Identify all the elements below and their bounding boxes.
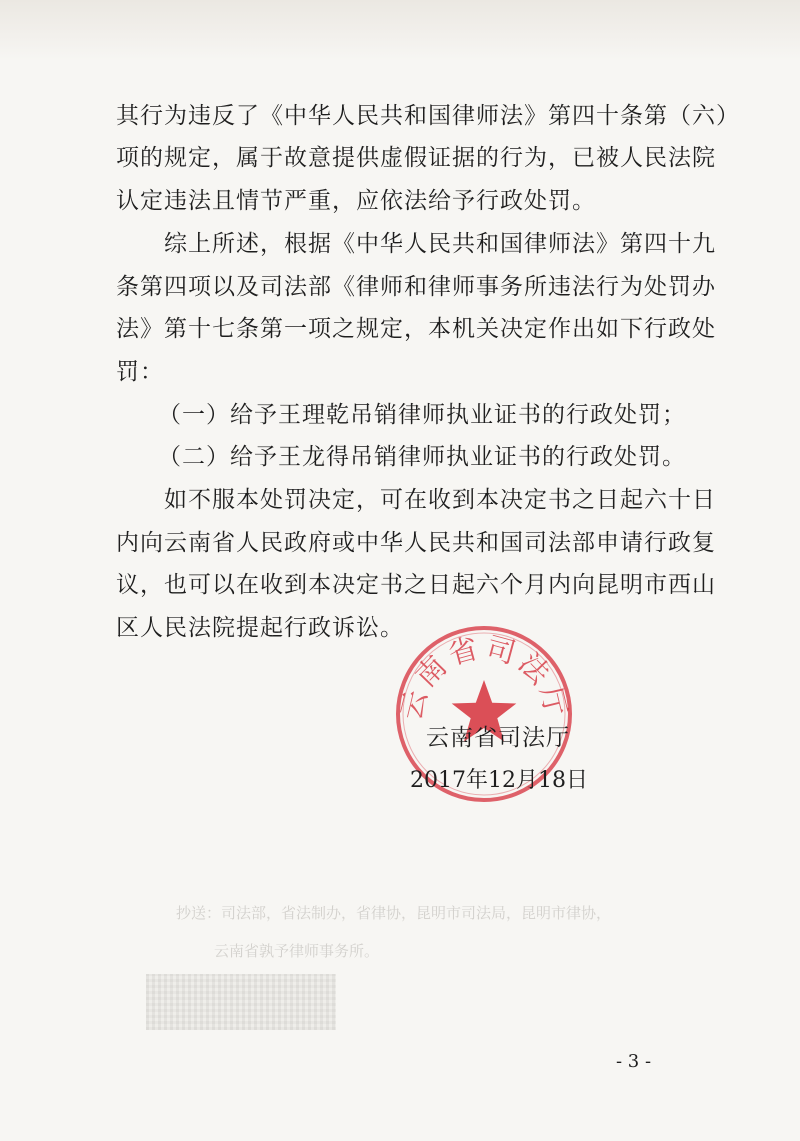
page-number: - 3 - bbox=[616, 1051, 652, 1072]
body-line-12: 议，也可以在收到本决定书之日起六个月内向昆明市西山 bbox=[116, 572, 716, 598]
body-line-1: 其行为违反了《中华人民共和国律师法》第四十条第（六） bbox=[116, 103, 740, 129]
svg-text:云南省司法厅: 云南省司法厅 bbox=[393, 629, 575, 724]
cc-line-1: 抄送：司法部，省法制办，省律协，昆明市司法局，昆明市律协， bbox=[176, 904, 612, 922]
redacted-block bbox=[146, 974, 336, 1030]
body-line-10: 如不服本处罚决定，可在收到本决定书之日起六十日 bbox=[164, 487, 716, 513]
body-line-7: 罚： bbox=[116, 359, 164, 385]
body-line-2: 项的规定，属于故意提供虚假证据的行为，已被人民法院 bbox=[116, 145, 716, 171]
body-line-13: 区人民法院提起行政诉讼。 bbox=[116, 615, 404, 641]
penalty-item-2: （二）给予王龙得吊销律师执业证书的行政处罚。 bbox=[158, 444, 686, 470]
body-line-4: 综上所述，根据《中华人民共和国律师法》第四十九 bbox=[164, 231, 716, 257]
issue-date: 2017年12月18日 bbox=[410, 768, 588, 793]
body-line-11: 内向云南省人民政府或中华人民共和国司法部申请行政复 bbox=[116, 530, 716, 556]
body-line-3: 认定违法且情节严重，应依法给予行政处罚。 bbox=[116, 188, 596, 214]
issuing-authority: 云南省司法厅 bbox=[426, 725, 570, 751]
body-line-5: 条第四项以及司法部《律师和律师事务所违法行为处罚办 bbox=[116, 274, 716, 300]
body-line-6: 法》第十七条第一项之规定，本机关决定作出如下行政处 bbox=[116, 316, 716, 342]
scan-edge-shade bbox=[0, 0, 800, 60]
penalty-item-1: （一）给予王理乾吊销律师执业证书的行政处罚； bbox=[158, 402, 686, 428]
cc-line-2: 云南省孰予律师事务所。 bbox=[214, 942, 380, 960]
